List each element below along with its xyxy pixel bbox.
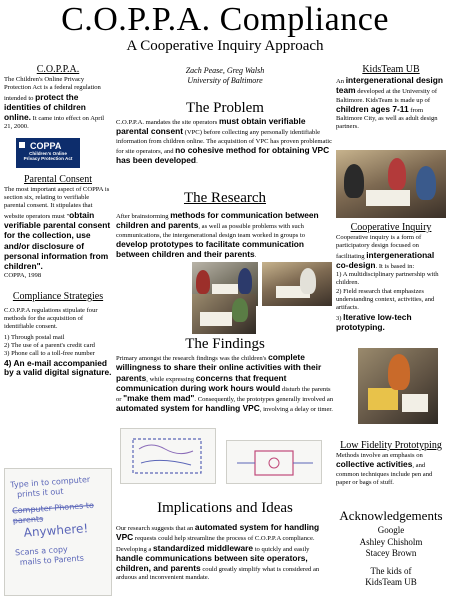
coppa-text: [4, 76, 112, 132]
coppa-heading: C.O.P.P.A.: [36, 64, 80, 75]
implications-section: [116, 500, 334, 583]
kidsteam-text-part: developed at the University of Baltimore. KidsTeam is made up of: [336, 88, 438, 104]
logo-sub-text: Privacy Protection Act: [23, 156, 73, 162]
research-photo-3: [192, 294, 256, 334]
implications-text-part: could greatly simplify what is considered an arduous and inconvenient mandate.: [116, 566, 320, 582]
research-text-part: , as well as possible problems with such communications, the intergenerational design team worked in groups to: [116, 223, 306, 239]
coppa-text-part: It came into effect on April 21, 2000.: [4, 115, 105, 131]
ack-kids-line: The kids of: [370, 565, 412, 576]
coppa-text-bold: protect the identities of children online.: [4, 91, 86, 123]
cooperative-heading: Cooperative Inquiry: [350, 222, 432, 233]
poster-title: C.O.P.P.A. Compliance: [61, 1, 389, 38]
compliance-item: 1) Through postal mail: [4, 333, 65, 341]
cooperative-item-prefix: 3): [336, 314, 344, 322]
cooperative-text: [336, 234, 446, 271]
low-fidelity-text-part: Methods involve an emphasis on: [336, 452, 423, 459]
problem-text-part: C.O.P.P.A. mandates the site operators: [116, 119, 219, 126]
cooperative-text-part: . It is based in:: [375, 262, 415, 270]
implications-text-part: to quickly and easily: [253, 545, 310, 553]
left-column: [4, 64, 112, 378]
sketch-note-line: prints it out: [16, 486, 64, 500]
cooperative-item-bold: Iterative low-tech prototyping.: [336, 311, 412, 332]
sketch-note-line: Computer Phones to parents: [11, 500, 95, 526]
research-section: [116, 190, 334, 260]
low-fidelity-text-bold: collective activities: [336, 459, 413, 470]
compliance-item: 3) Phone call to a toll-free number: [4, 350, 95, 358]
findings-text-bold: "make them mad": [123, 393, 195, 404]
low-fidelity-text: [336, 452, 446, 487]
authors: Zach Pease, Greg Walsh: [185, 66, 265, 75]
findings-text: [116, 353, 334, 415]
kidsteam-section: [336, 64, 446, 132]
kidsteam-text: [336, 76, 446, 132]
compliance-item-bold: 4) An e-mail accompanied by a valid digital signature.: [4, 357, 112, 378]
problem-text-bold: no cohesive method for obtaining VPC has been developed: [116, 144, 330, 166]
prototype-sketch-1: [120, 428, 216, 484]
sketch-note-line: Anywhere!: [23, 521, 89, 540]
findings-text-part: . Consequently, the prototypes generally involved an: [194, 396, 334, 404]
kidsteam-text-part: from Baltimore City, as well as adult design partners.: [336, 106, 438, 131]
author-block: [116, 66, 334, 86]
cooperative-text-part: Cooperative inquiry is a form of participatory design focused on facilitating: [336, 234, 422, 260]
compliance-item: 2) The use of a parent's credit card: [4, 341, 95, 349]
findings-heading: The Findings: [185, 336, 265, 352]
consent-citation: COPPA, 1998: [4, 272, 42, 280]
sketch-note-line: Scans a copy: [14, 544, 69, 558]
problem-text-part: .: [196, 158, 198, 166]
sketch-note-line: Type in to computer: [10, 474, 91, 490]
kidsteam-photo: [336, 150, 446, 218]
acknowledgements-section: [336, 508, 446, 589]
sketch-note-line: mails to Parents: [19, 553, 85, 568]
prototyping-photo: [358, 348, 438, 424]
ack-name: Ashley Chisholm: [359, 536, 423, 547]
findings-text-bold: automated system for handling VPC: [116, 403, 260, 414]
parental-consent-text: [4, 186, 112, 273]
findings-text-part: disturb the parents or: [116, 385, 331, 404]
problem-text-part: (VPC) before collecting any personally identifiable information from children online. The acquisition of VPC has proven problematic for site operators, and: [116, 129, 333, 155]
kidsteam-text-bold: children ages 7-11: [336, 103, 409, 114]
sketch-notes-image: [4, 468, 112, 596]
implications-text-part: requests could help streamline the process of C.O.P.P.A compliance. Developing a: [116, 535, 315, 553]
low-fidelity-section: [336, 440, 446, 487]
problem-section: [116, 100, 334, 166]
logo-sub-text: Children's Online: [29, 150, 67, 156]
research-text-bold: develop prototypes to facilitate communication between children and their parents: [116, 238, 304, 260]
implications-text: [116, 523, 334, 583]
findings-text-bold: complete willingness to share their online activities with their parents: [116, 352, 322, 383]
logo-main-text: COPPA: [30, 140, 62, 151]
consent-text-bold: obtain verifiable parental consent for the collection, use and/or disclosure of personal information from children".: [4, 209, 111, 272]
research-text: [116, 211, 334, 260]
ack-name: Stacey Brown: [365, 548, 417, 558]
research-text-part: After brainstorming: [116, 213, 171, 220]
parental-consent-heading: Parental Consent: [23, 173, 93, 185]
coppa-text-part: The Children's Online Privacy Protection Act is a federal regulation intended to: [4, 76, 101, 102]
cooperative-section: [336, 222, 446, 333]
research-photo-2: [262, 262, 332, 306]
implications-text-part: Our research suggests that an: [116, 525, 195, 532]
poster-subtitle: A Cooperative Inquiry Approach: [126, 38, 324, 54]
implications-text-bold: automated system for handling VPC: [116, 522, 320, 543]
coppa-logo: [16, 138, 80, 168]
implications-text-bold: handle communications between site operators, children, and parents: [116, 552, 308, 574]
kidsteam-heading: KidsTeam UB: [362, 64, 420, 75]
findings-text-part: , involving a delay or timer.: [259, 406, 333, 414]
kidsteam-text-bold: intergenerational design team: [336, 75, 443, 96]
low-fidelity-heading: Low Fidelity Prototyping: [340, 440, 442, 451]
logo-mark: [19, 142, 25, 148]
research-text-bold: methods for communication between children and parents: [116, 210, 319, 231]
problem-heading: The Problem: [186, 100, 264, 116]
cooperative-item: [336, 313, 446, 334]
research-heading: The Research: [183, 190, 267, 206]
cooperative-text-bold: intergenerational co-design: [336, 249, 435, 270]
research-text-part: .: [254, 252, 257, 260]
implications-text-bold: standardized middleware: [153, 542, 254, 553]
implications-heading: Implications and Ideas: [157, 500, 293, 516]
findings-text-bold: concerns that frequent communication during work hours would: [116, 372, 287, 393]
cooperative-item: 2) Field research that emphasizes understanding context, activities, and artifacts.: [336, 287, 435, 312]
problem-text: [116, 117, 334, 166]
low-fidelity-text-part: , and common techniques include pen and paper or bags of stuff.: [336, 462, 433, 486]
acknowledgements-heading: Acknowledgements: [339, 508, 443, 523]
affiliation: University of Baltimore: [187, 76, 263, 85]
ack-name: Google: [377, 525, 405, 535]
findings-text-part: Primary amongst the research findings was the children's: [116, 355, 269, 362]
findings-text-part: , while expressing: [146, 375, 196, 383]
problem-text-bold: must obtain verifiable parental consent: [116, 116, 306, 137]
findings-section: [116, 336, 334, 415]
compliance-intro: C.O.P.P.A regulations stipulate four methods for the acquisition of identifiable consent.: [4, 306, 98, 331]
ack-kids-line: KidsTeam UB: [365, 577, 417, 587]
cooperative-item: 1) A multidisciplinary partnership with children.: [336, 271, 439, 287]
compliance-list: [4, 334, 112, 378]
compliance-heading: Compliance Strategies: [12, 290, 104, 302]
consent-text-part: The most important aspect of COPPA is section six, relating to verifiable parental consent. It stipulates that website operators must ": [4, 185, 110, 220]
kidsteam-text-part: An: [336, 78, 346, 85]
prototype-sketch-2: [226, 440, 322, 484]
